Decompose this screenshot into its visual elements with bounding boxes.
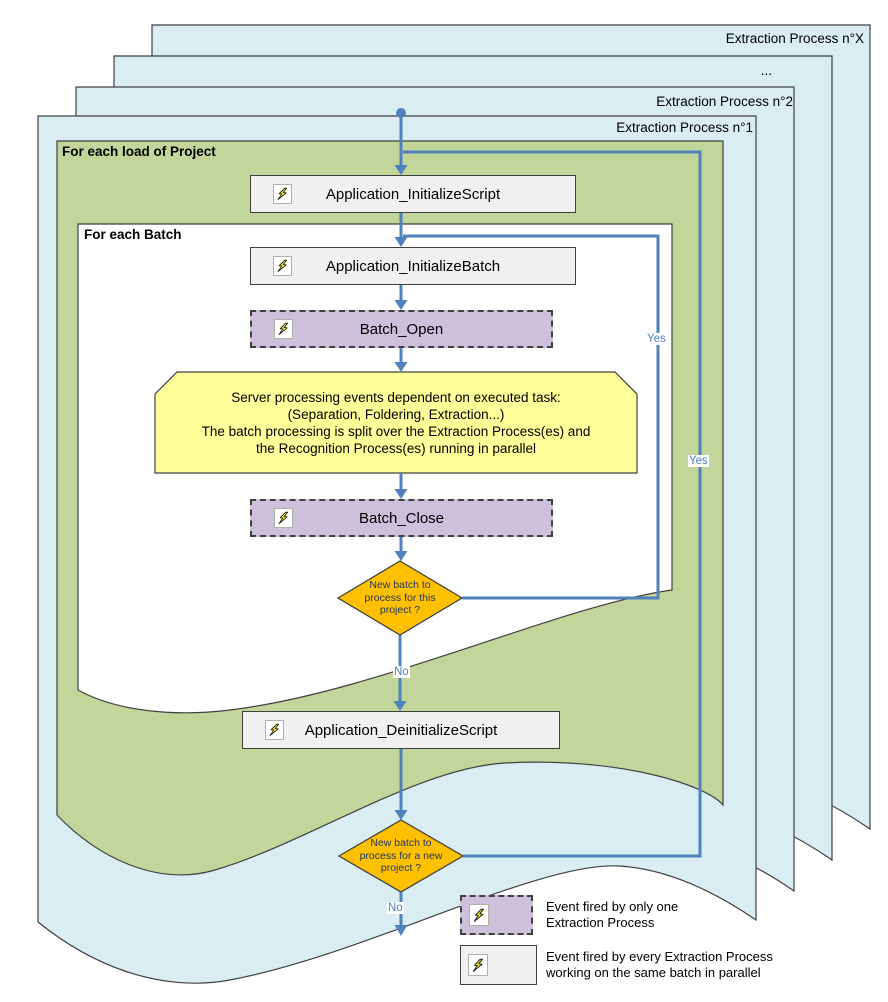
deinit-script-box [242,711,560,749]
batch-close-label: Batch_Close [358,509,445,527]
note-text: Server processing events dependent on executed task: (Separation, Foldering, Extraction...) The batch processing is split over the Extraction Process(es) and the Recognition Process(es) running in parallel [201,389,591,456]
panel-label-n1: Extraction Process n°1 [616,120,753,135]
init-batch-box [250,247,576,285]
batch-loop-title: For each Batch [84,227,182,242]
lightning-bolt-icon [273,256,292,276]
lightning-bolt-icon [469,904,489,926]
lightning-bolt-icon [274,508,293,528]
deinit-script-label: Application_DeinitializeScript [304,721,498,739]
project-loop-title: For each load of Project [62,144,216,159]
batch-open-label: Batch_Open [359,320,444,338]
init-script-label: Application_InitializeScript [325,185,501,203]
decision-2-text: New batch to process for a new project ? [359,837,443,875]
panel-label-n2: Extraction Process n°2 [656,94,793,109]
lightning-bolt-icon [273,184,292,204]
decision-1-text: New batch to process for this project ? [364,579,436,617]
legend-gray-box [460,945,537,985]
panel-label-dots: ... [760,63,772,78]
lightning-bolt-icon [265,720,284,740]
batch-loop-yes-label: Yes [647,333,666,345]
legend-purple-box [460,895,533,935]
lightning-bolt-icon [468,954,488,976]
decision-1-no-label: No [394,666,409,678]
init-script-box [250,175,576,213]
decision-2-no-label: No [388,902,403,914]
legend-purple-text: Event fired by only one Extraction Process [546,899,679,931]
panel-label-nX: Extraction Process n°X [725,31,864,46]
batch-open-box [250,310,553,348]
lightning-bolt-icon [274,319,293,339]
batch-close-box [250,499,553,537]
init-batch-label: Application_InitializeBatch [325,257,501,275]
project-loop-yes-label: Yes [689,455,708,467]
legend-gray-text: Event fired by every Extraction Process working on the same batch in parallel [546,949,773,981]
